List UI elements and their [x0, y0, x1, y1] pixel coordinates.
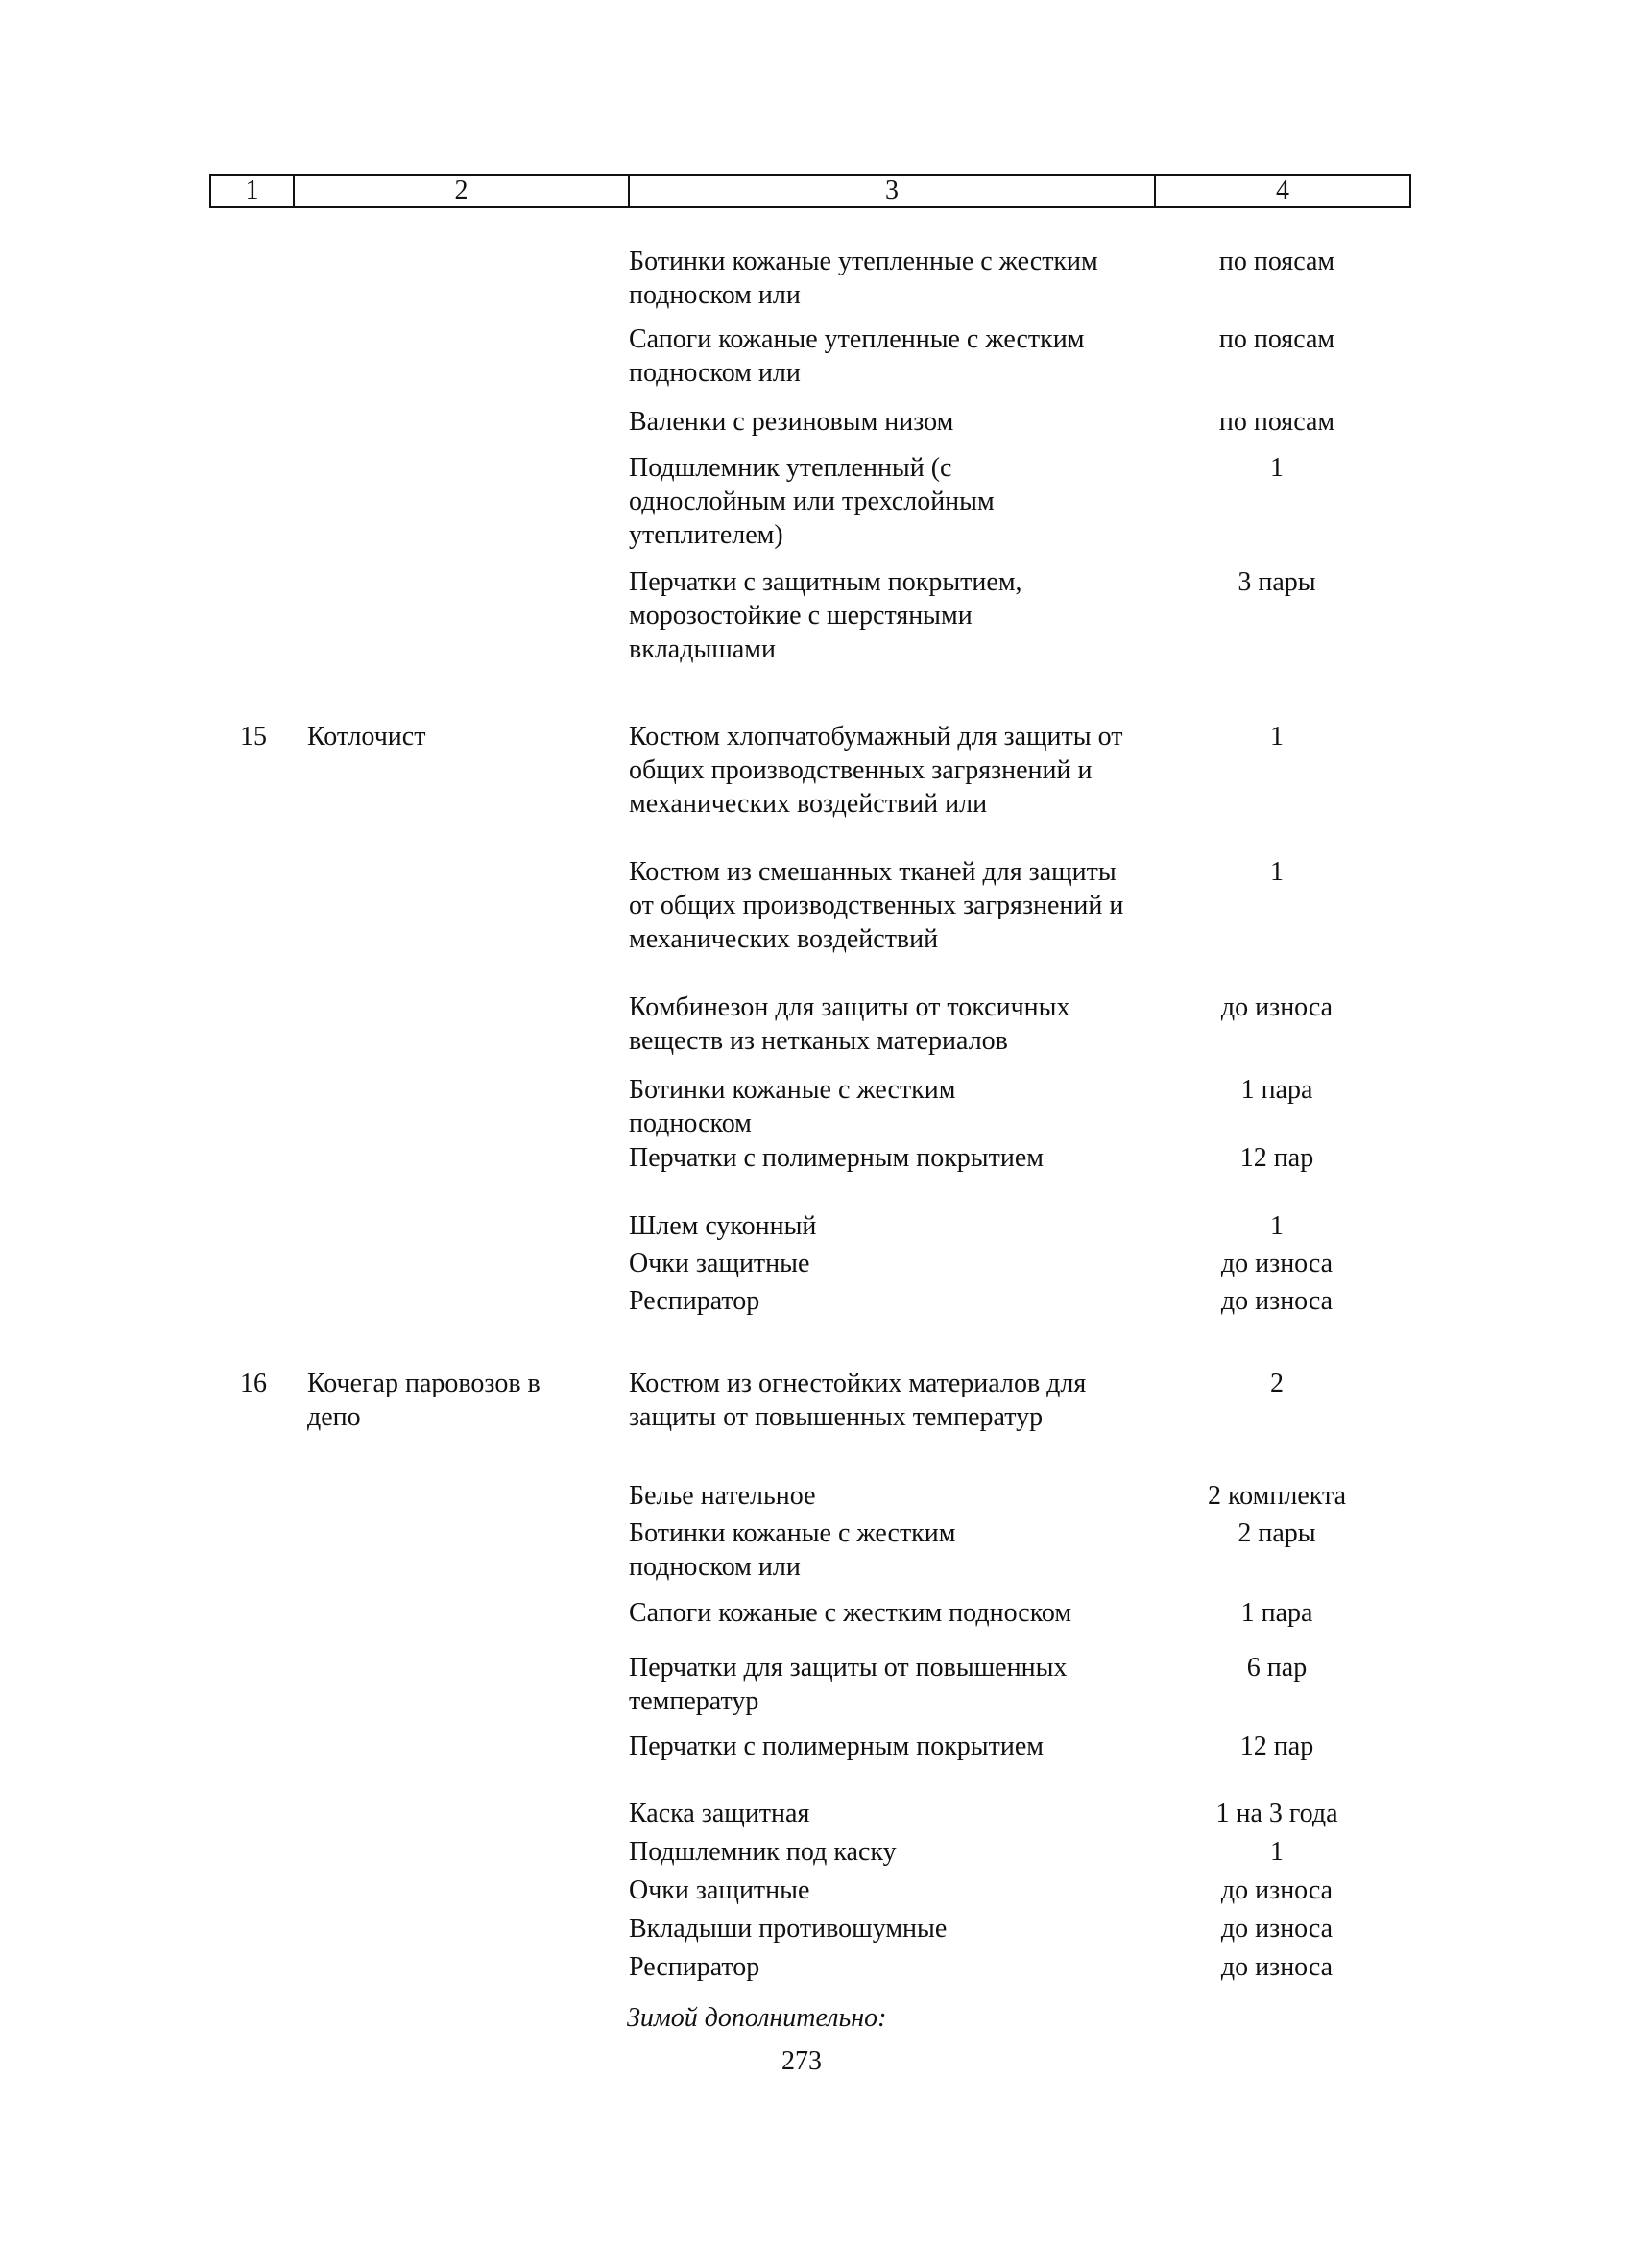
item-name: Белье нательное: [629, 1481, 816, 1511]
item-name: Костюм из смешанных тканей для защиты от общих производственных загрязнений и механических воздействий: [629, 857, 1124, 954]
table-header-row: [209, 174, 1411, 208]
item-quantity: по поясам: [1218, 407, 1335, 437]
profession-name: Кочегар паровозов в депо: [307, 1369, 541, 1432]
item-quantity: до износа: [1220, 992, 1334, 1022]
item-name: Респиратор: [629, 1286, 760, 1316]
item-name: Ботинки кожаные утепленные с жестким подноском или: [629, 247, 1098, 310]
item-name: Костюм хлопчатобумажный для защиты от общих производственных загрязнений и механических воздействий или: [629, 722, 1123, 819]
item-quantity: 1: [1270, 1837, 1284, 1867]
item-name: Ботинки кожаные с жестким подноском: [629, 1075, 956, 1138]
item-quantity: 1: [1270, 453, 1284, 483]
header-col-4: 4: [1276, 176, 1289, 205]
item-name: Сапоги кожаные с жестким подноском: [629, 1598, 1072, 1628]
item-name: Очки защитные: [629, 1249, 810, 1278]
item-quantity: 12 пар: [1239, 1731, 1314, 1761]
item-quantity: 1: [1270, 1211, 1284, 1241]
item-quantity: 2 комплекта: [1208, 1481, 1346, 1511]
item-quantity: 2: [1270, 1369, 1284, 1398]
item-name: Подшлемник утепленный (с однослойным или трехслойным утеплителем): [629, 453, 995, 550]
item-quantity: 6 пар: [1246, 1653, 1308, 1683]
header-col-2: 2: [454, 176, 469, 205]
item-quantity: 12 пар: [1239, 1143, 1314, 1173]
item-name: Респиратор: [629, 1952, 760, 1982]
item-name: Шлем суконный: [629, 1211, 817, 1241]
item-quantity: до износа: [1220, 1286, 1334, 1316]
item-name: Перчатки для защиты от повышенных температур: [629, 1653, 1068, 1716]
item-name: Очки защитные: [629, 1875, 810, 1905]
item-quantity: 1 пара: [1240, 1075, 1313, 1105]
item-quantity: до износа: [1220, 1914, 1334, 1944]
item-name: Сапоги кожаные утепленные с жестким подноском или: [629, 324, 1085, 388]
item-name: Подшлемник под каску: [629, 1837, 897, 1867]
item-quantity: по поясам: [1218, 324, 1335, 354]
item-quantity: 2 пары: [1238, 1518, 1316, 1548]
item-name: Перчатки с защитным покрытием, морозостойкие с шерстяными вкладышами: [629, 567, 1022, 664]
item-quantity: 1: [1270, 722, 1284, 752]
profession-name: Котлочист: [307, 722, 426, 752]
page-number: 273: [781, 2046, 822, 2076]
item-name: Ботинки кожаные с жестким подноском или: [629, 1518, 956, 1582]
item-name: Костюм из огнестойких материалов для защиты от повышенных температур: [629, 1369, 1087, 1432]
header-col-3: 3: [885, 176, 899, 205]
item-quantity: до износа: [1220, 1249, 1334, 1278]
item-name: Валенки с резиновым низом: [629, 407, 954, 437]
item-name: Каска защитная: [629, 1799, 810, 1828]
item-name: Перчатки с полимерным покрытием: [629, 1731, 1044, 1761]
item-quantity: до износа: [1220, 1875, 1334, 1905]
row-number: 16: [240, 1369, 267, 1398]
item-quantity: до износа: [1220, 1952, 1334, 1982]
item-quantity: 3 пары: [1238, 567, 1316, 597]
winter-note: Зимой дополнительно:: [627, 2003, 887, 2033]
item-name: Вкладыши противошумные: [629, 1914, 948, 1944]
item-name: Комбинезон для защиты от токсичных веществ из нетканых материалов: [629, 992, 1070, 1056]
item-quantity: 1: [1270, 857, 1284, 887]
item-quantity: по поясам: [1218, 247, 1335, 276]
row-number: 15: [240, 722, 267, 752]
item-quantity: 1 на 3 года: [1215, 1799, 1338, 1828]
item-quantity: 1 пара: [1240, 1598, 1313, 1628]
header-col-1: 1: [245, 176, 259, 205]
item-name: Перчатки с полимерным покрытием: [629, 1143, 1044, 1173]
